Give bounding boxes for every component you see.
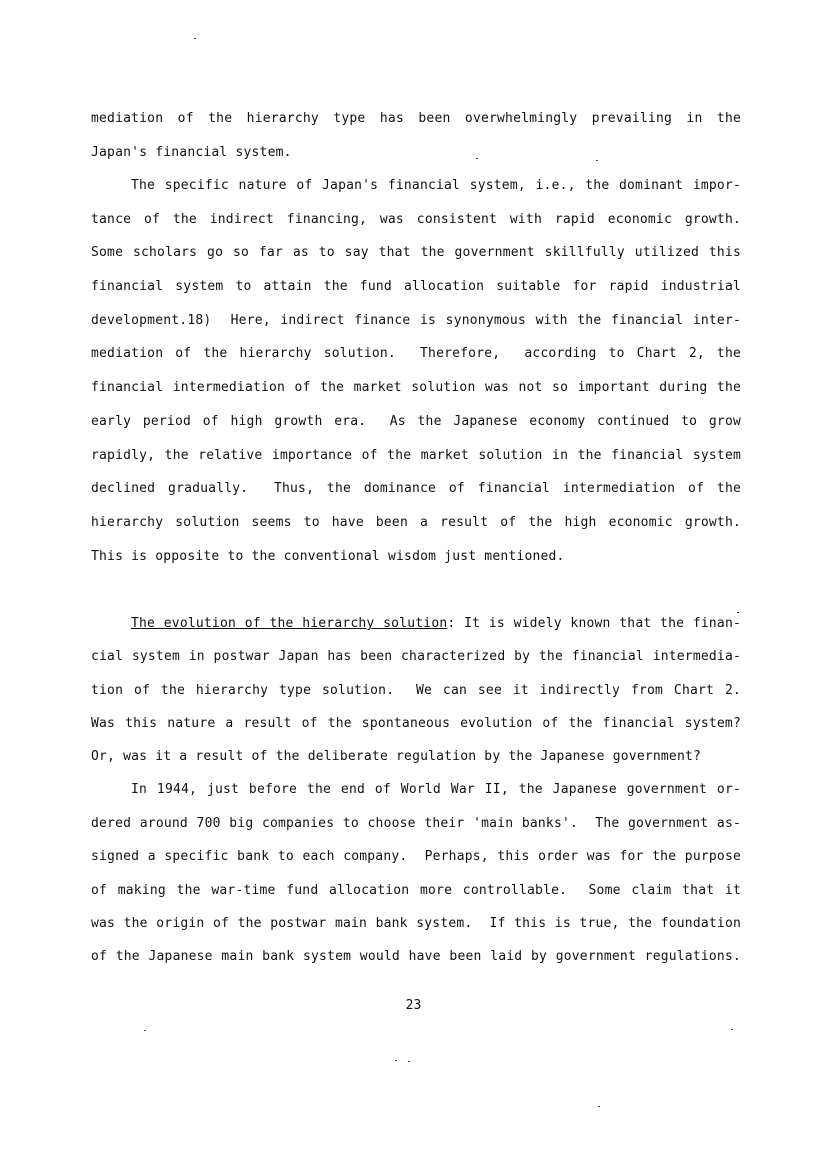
paragraph3-line-2: cial system in postwar Japan has been characterized by the financial intermedia- bbox=[91, 649, 741, 664]
paragraph2-line-1: The specific nature of Japan's financial system, i.e., the dominant impor- bbox=[131, 178, 741, 193]
scan-speck bbox=[476, 158, 478, 159]
paragraph2-line-2: tance of the indirect financing, was consistent with rapid economic growth. bbox=[91, 212, 741, 227]
section-heading: The evolution of the hierarchy solution bbox=[131, 616, 448, 631]
scan-speck bbox=[144, 1030, 146, 1031]
paragraph3-line-4: Was this nature a result of the spontaneous evolution of the financial system? bbox=[91, 716, 741, 731]
scan-speck bbox=[596, 160, 598, 161]
paragraph4-line-6: of the Japanese main bank system would have been laid by government regulations. bbox=[91, 949, 741, 964]
paragraph3-line-1-rest: : It is widely known that the finan- bbox=[447, 616, 741, 631]
scan-speck bbox=[598, 1106, 600, 1107]
paragraph4-line-3: signed a specific bank to each company. Perhaps, this order was for the purpose bbox=[91, 849, 741, 864]
scan-speck bbox=[395, 1060, 397, 1061]
paragraph2-line-5: development.18) Here, indirect finance is synonymous with the financial inter- bbox=[91, 313, 741, 328]
scan-speck bbox=[408, 1061, 410, 1062]
paragraph1-line-1: mediation of the hierarchy type has been overwhelmingly prevailing in the bbox=[91, 111, 741, 126]
paragraph4-line-5: was the origin of the postwar main bank system. If this is true, the foundation bbox=[91, 916, 741, 931]
scan-speck bbox=[731, 1029, 733, 1030]
paragraph2-line-7: financial intermediation of the market solution was not so important during the bbox=[91, 380, 741, 395]
paragraph4-line-2: dered around 700 big companies to choose their 'main banks'. The government as- bbox=[91, 816, 741, 831]
paragraph2-line-6: mediation of the hierarchy solution. Therefore, according to Chart 2, the bbox=[91, 346, 741, 361]
paragraph3-line-5: Or, was it a result of the deliberate regulation by the Japanese government? bbox=[91, 749, 702, 764]
paragraph4-line-4: of making the war-time fund allocation more controllable. Some claim that it bbox=[91, 883, 741, 898]
scan-speck bbox=[194, 38, 196, 39]
scan-speck bbox=[737, 612, 739, 613]
paragraph4-line-1: In 1944, just before the end of World War II, the Japanese government or- bbox=[131, 782, 741, 797]
paragraph2-line-9: rapidly, the relative importance of the market solution in the financial system bbox=[91, 448, 741, 463]
paragraph2-line-10: declined gradually. Thus, the dominance of financial intermediation of the bbox=[91, 481, 741, 496]
paragraph3-line-1 bbox=[131, 616, 741, 632]
paragraph3-line-3: tion of the hierarchy type solution. We can see it indirectly from Chart 2. bbox=[91, 683, 741, 698]
paragraph2-line-8: early period of high growth era. As the Japanese economy continued to grow bbox=[91, 414, 741, 429]
paragraph2-line-12: This is opposite to the conventional wisdom just mentioned. bbox=[91, 549, 565, 564]
paragraph2-line-3: Some scholars go so far as to say that the government skillfully utilized this bbox=[91, 245, 741, 260]
page-number: 23 bbox=[405, 998, 422, 1013]
paragraph1-line-2: Japan's financial system. bbox=[91, 145, 292, 160]
paragraph2-line-4: financial system to attain the fund allocation suitable for rapid industrial bbox=[91, 279, 741, 294]
paragraph2-line-11: hierarchy solution seems to have been a result of the high economic growth. bbox=[91, 515, 741, 530]
